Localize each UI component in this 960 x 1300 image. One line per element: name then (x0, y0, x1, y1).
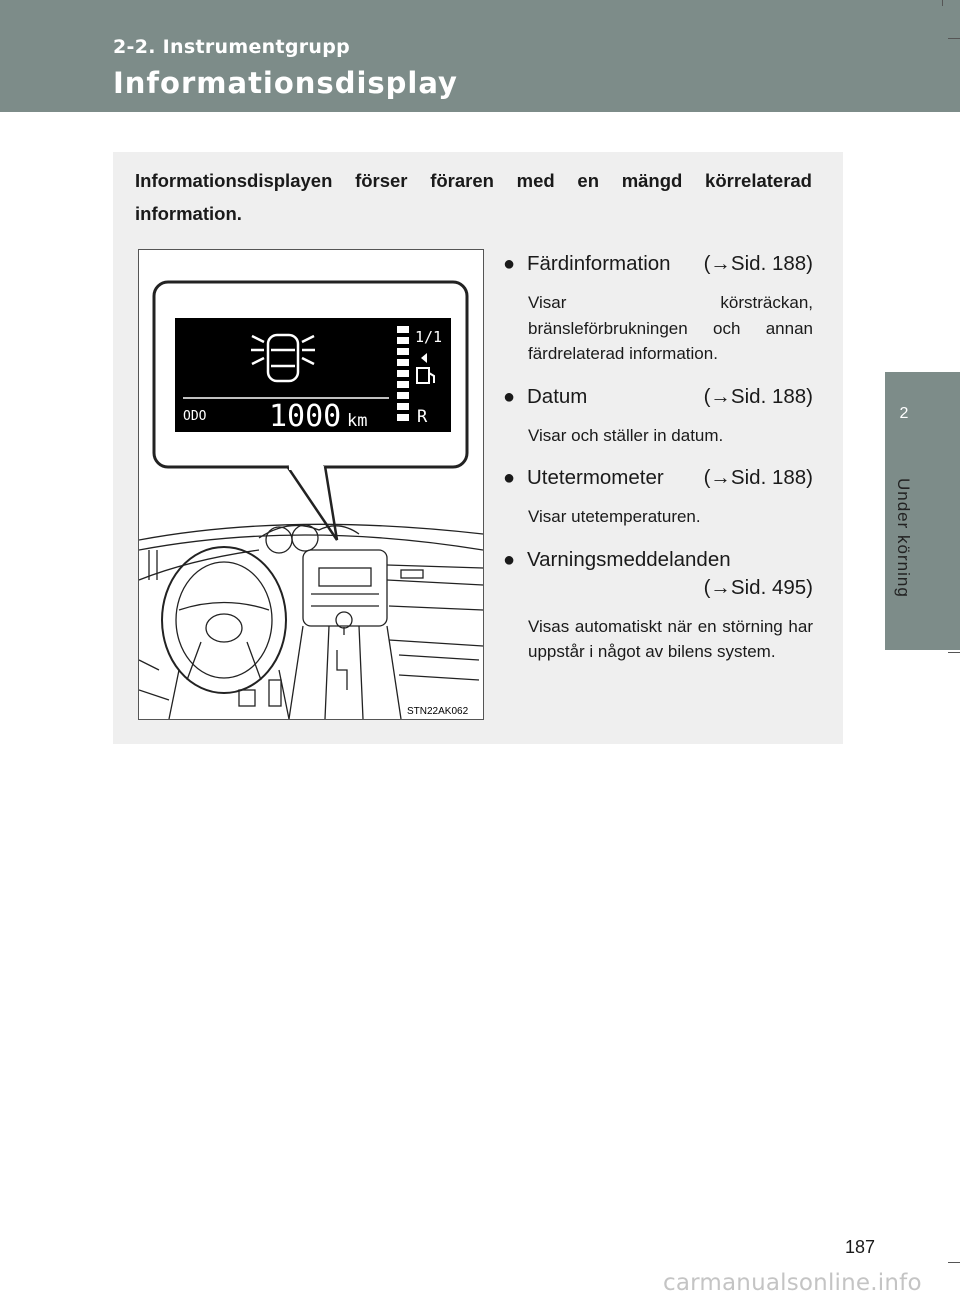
crop-mark-top (942, 0, 943, 6)
info-items (503, 250, 813, 681)
section-label: 2-2. Instrumentgrupp (113, 36, 351, 58)
item-description: Visar körsträckan, bränsleförbrukningen och annan färdrelaterad information. (528, 293, 813, 363)
item-warnings (503, 546, 813, 665)
chapter-label: Under körning (894, 478, 913, 598)
page-number: 187 (844, 1237, 875, 1257)
page-reference: (→Sid. 188) (703, 466, 813, 489)
page-title: Informationsdisplay (113, 66, 458, 100)
item-description: Visar utetemperaturen. (528, 507, 701, 526)
dashboard-line-art (139, 524, 483, 719)
bullet-icon: ● (503, 253, 516, 275)
crop-mark-upper (948, 38, 960, 39)
odometer-value: 1000 (269, 399, 342, 434)
item-title: Datum (527, 384, 588, 408)
item-title: Utetermometer (527, 466, 664, 489)
intro-text: Informationsdisplayen förser föraren med en mängd körrelaterad information. (135, 170, 812, 224)
callout-pointer (287, 466, 337, 540)
item-title: Färdinformation (527, 252, 671, 275)
page-reference: (→Sid. 495) (703, 575, 813, 599)
odometer-unit: km (347, 411, 368, 431)
chapter-number: 2 (899, 405, 909, 422)
item-title: Varningsmeddelanden (527, 547, 731, 571)
fuel-fraction: 1/1 (415, 328, 443, 346)
dashboard-figure (138, 249, 484, 720)
item-description: Visas automatiskt när en störning har uppstår i något av bilens system. (528, 616, 813, 661)
page-reference: (→Sid. 188) (703, 252, 813, 275)
gear-indicator: R (417, 407, 428, 427)
odo-label: ODO (183, 409, 207, 424)
item-outside-temp (503, 464, 813, 530)
page-header (0, 0, 960, 112)
watermark: carmanualsonline.info (663, 1270, 922, 1296)
crop-mark-bottom (948, 1262, 960, 1263)
item-description: Visar och ställer in datum. (528, 425, 724, 445)
bullet-icon: ● (503, 385, 516, 408)
fuel-gauge-bars (397, 326, 409, 421)
crop-mark-lower (948, 652, 960, 653)
item-date (503, 383, 813, 449)
bullet-icon: ● (503, 467, 516, 489)
bullet-icon: ● (503, 548, 516, 571)
dashboard-illustration (139, 250, 483, 719)
page-reference: (→Sid. 188) (703, 384, 813, 408)
figure-code: STN22AK062 (407, 706, 469, 717)
item-trip-info (503, 250, 813, 367)
